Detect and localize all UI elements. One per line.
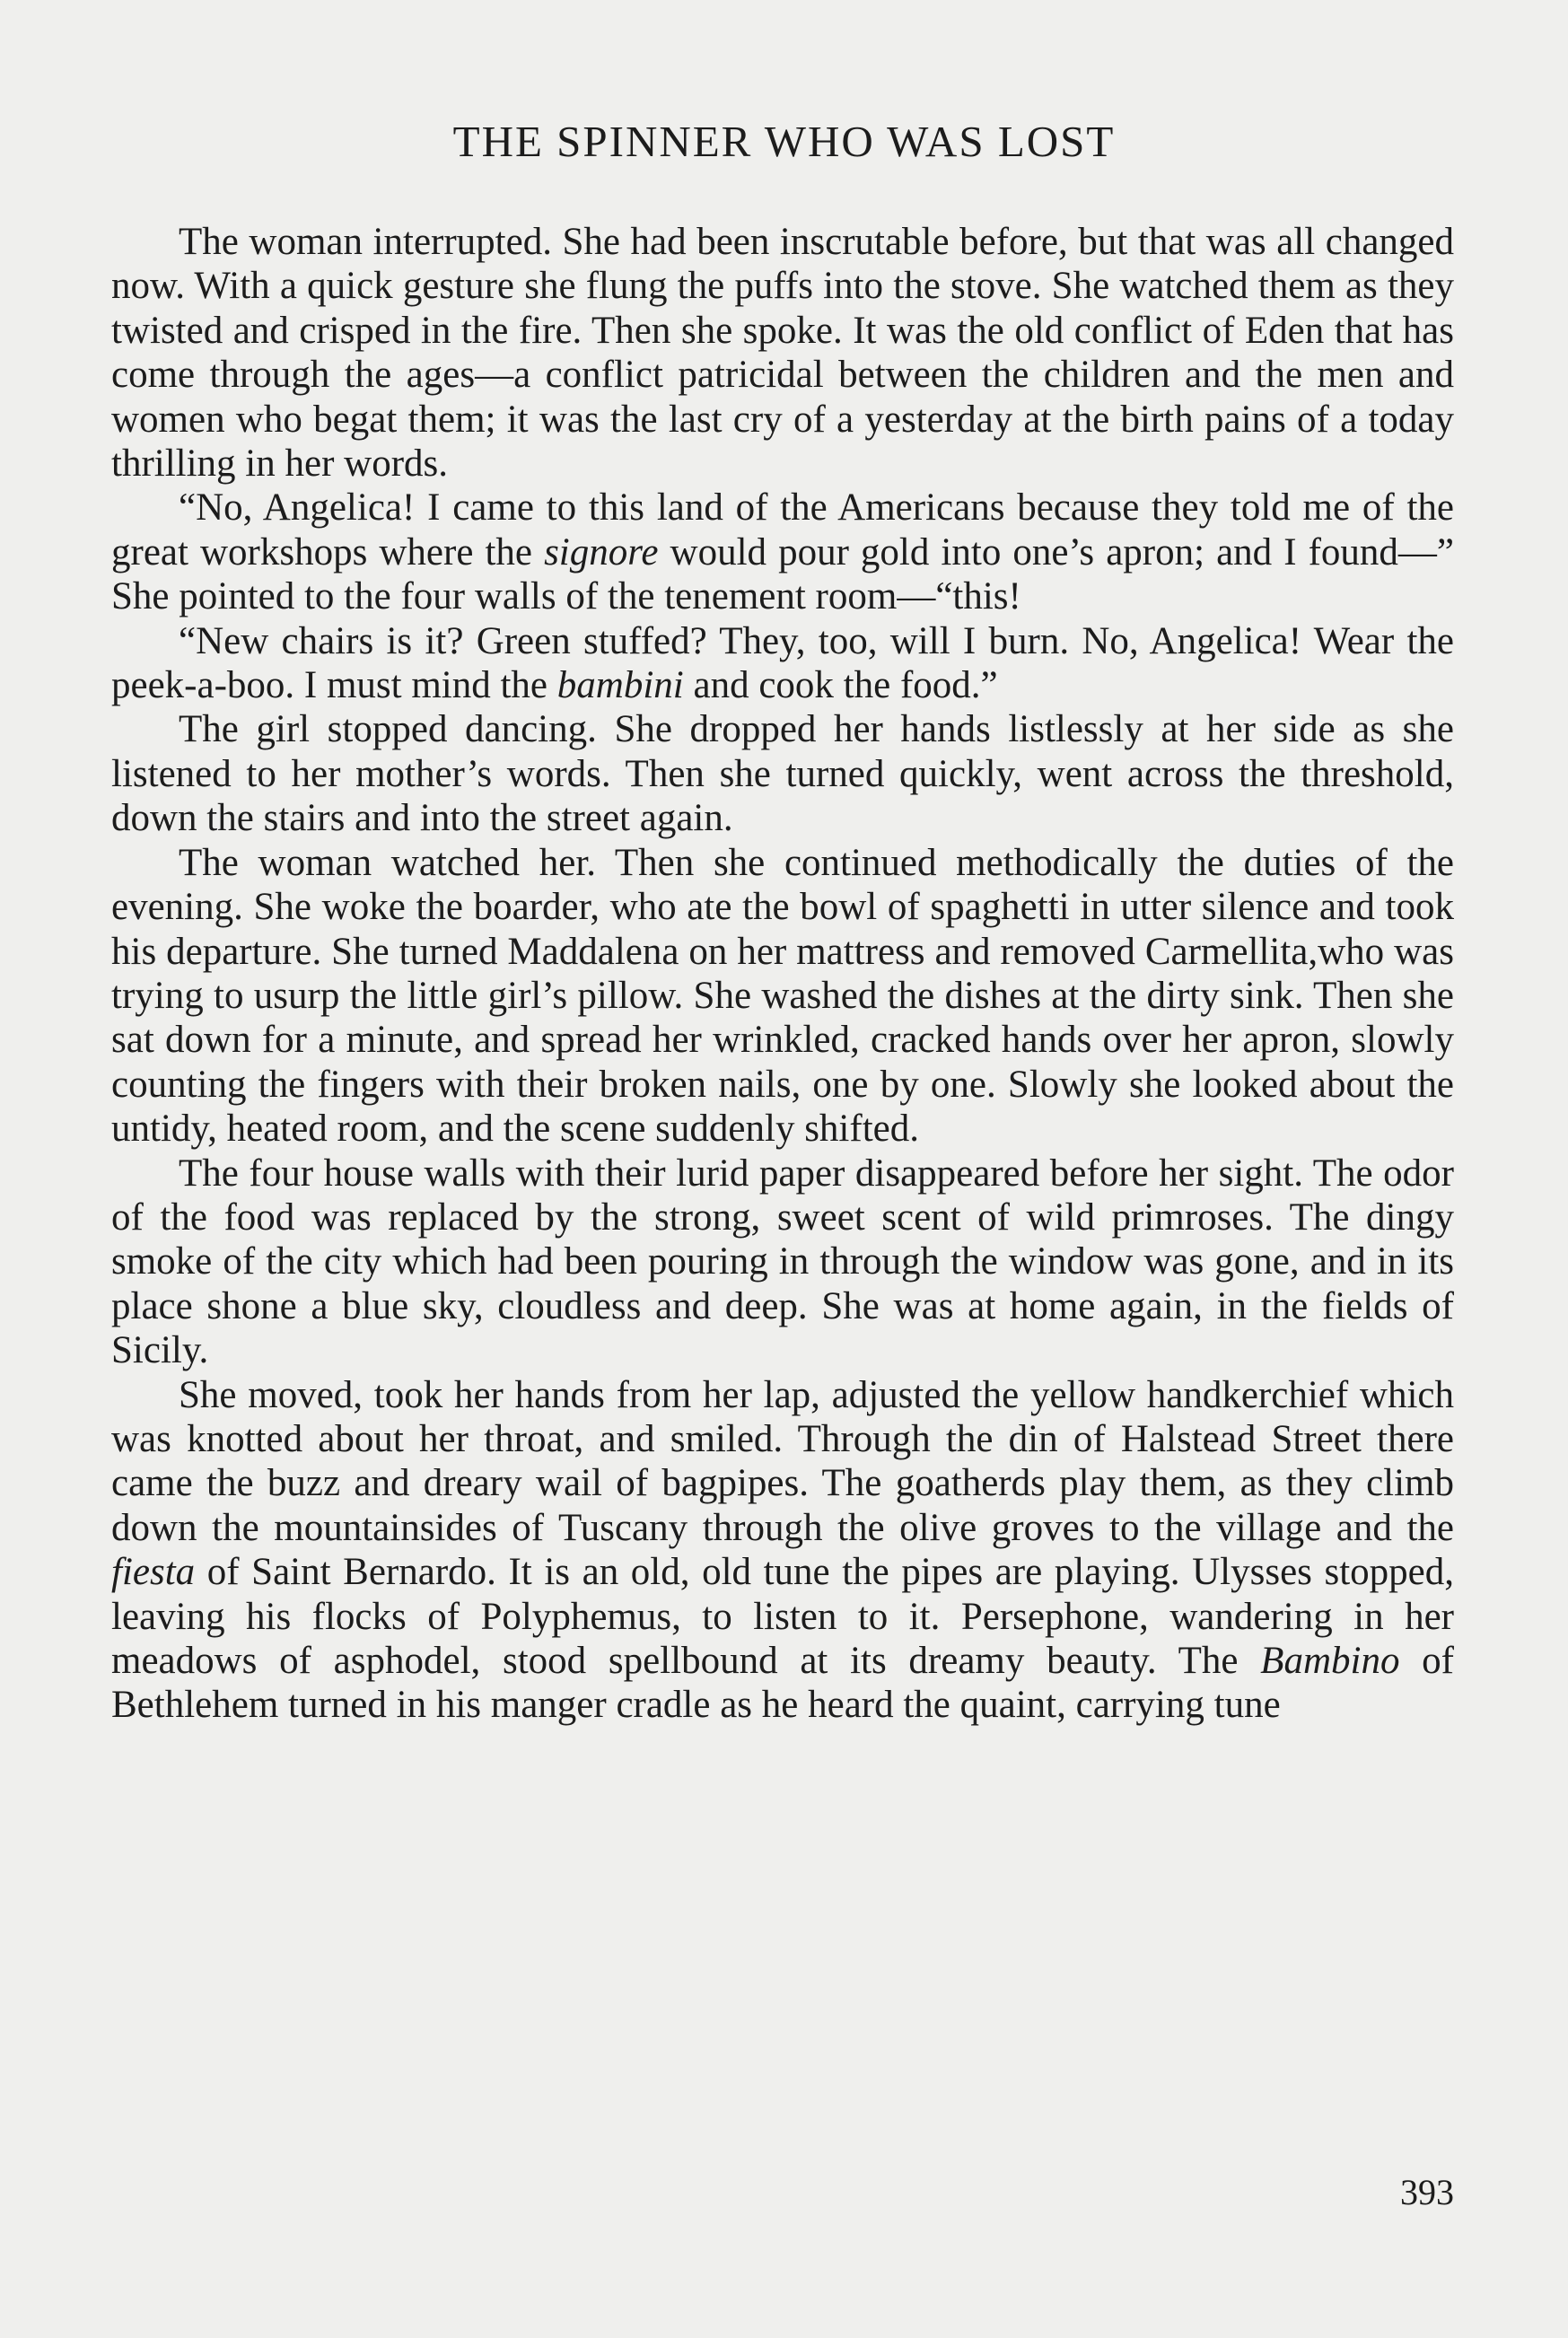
paragraph (111, 841, 1454, 1151)
text-run: and cook the food.” (683, 664, 998, 707)
text-run: The four house walls with their lurid paper disappeared before her sight. The odor of the food was replaced by the strong, sweet scent of wild primroses. The dingy smoke of the city which had been pouring in through the window was gone, and in its place shone a blue sky, cloudless and deep. She was at home again, in the fields of Sicily. (111, 1151, 1454, 1372)
text-run: She moved, took her hands from her lap, adjusted the yellow handkerchief which was knotted about her throat, and smiled. Through the din of Halstead Street there came the buzz and dreary wail of bagpipes. The goatherds play them, as they climb down the mountainsides of Tuscany through the olive groves to the village and the (111, 1373, 1454, 1549)
text-run: of Bethlehem turned in his manger cradle as he heard the quaint, carrying tune (111, 1640, 1454, 1727)
paragraph (111, 220, 1454, 486)
italic-run: signore (544, 530, 659, 574)
text-run: The girl stopped dancing. She dropped her hands listlessly at her side as she listened to her mother’s words. Then she turned quickly, went across the threshold, down the stairs and into the street again. (111, 708, 1454, 840)
text-run: “No, Angelica! I came to this land of the Americans because they told me of the great workshops where the (111, 486, 1454, 574)
text-run: “New chairs is it? Green stuffed? They, too, will I burn. No, Angelica! Wear the peek-a-boo. I must mind the (111, 619, 1454, 707)
paragraph (111, 707, 1454, 840)
text-run: of Saint Bernardo. It is an old, old tune the pipes are playing. Ulysses stopped, leaving his flocks of Polyphemus, to listen to it. Persephone, wandering in her meadows of asphodel, stood spellbound at its dreamy beauty. The (111, 1551, 1454, 1682)
paragraph (111, 1373, 1454, 1728)
text-run: would pour gold into one’s apron; and I found—” She pointed to the four walls of the tenement room—“this! (111, 530, 1454, 618)
italic-run: fiesta (111, 1551, 196, 1594)
paragraph (111, 486, 1454, 618)
italic-run: Bambino (1260, 1640, 1400, 1682)
page-number: 393 (1400, 2172, 1454, 2212)
body-text (111, 220, 1454, 1728)
italic-run: bambini (556, 664, 684, 707)
running-head: THE SPINNER WHO WAS LOST (452, 117, 1116, 166)
paragraph (111, 1151, 1454, 1373)
text-run: The woman watched her. Then she continued methodically the duties of the evening. She woke the boarder, who ate the bowl of spaghetti in utter silence and took his departure. She turned Maddalena on her mattress and removed Carmellita,who was trying to usurp the little girl’s pillow. She washed the dishes at the dirty sink. Then she sat down for a minute, and spread her wrinkled, cracked hands over her apron, slowly counting the fingers with their broken nails, one by one. Slowly she looked about the untidy, heated room, and the scene suddenly shifted. (111, 841, 1454, 1151)
text-run: The woman interrupted. She had been inscrutable before, but that was all changed now. With a quick gesture she flung the puffs into the stove. She watched them as they twisted and crisped in the fire. Then she spoke. It was the old conflict of Eden that has come through the ages—a conflict patricidal between the children and the men and women who begat them; it was the last cry of a yesterday at the birth pains of a today thrilling in her words. (111, 221, 1454, 486)
paragraph (111, 619, 1454, 708)
